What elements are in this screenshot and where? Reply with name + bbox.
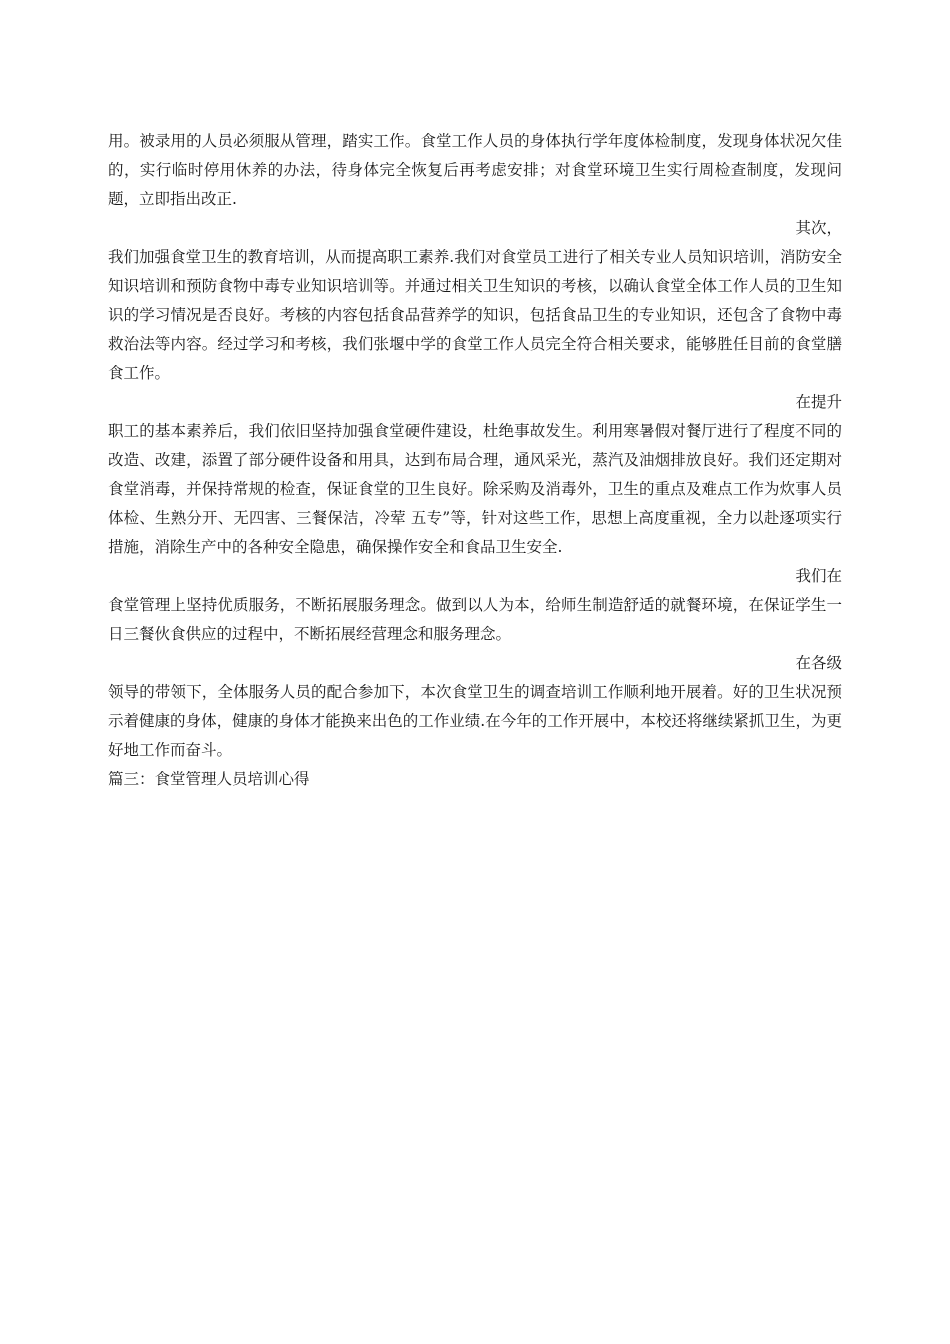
paragraph-lead-we-in: 我们在 — [795, 567, 842, 585]
paragraph-lead-after-improving: 在提升 — [795, 393, 842, 411]
paragraph-training: 我们加强食堂卫生的教育培训，从而提高职工素养.我们对食堂员工进行了相关专业人员知识培训，消防安全知识培训和预防食物中毒专业知识培训等。并通过相关卫生知识的考核，以确认食堂全体工作人员的卫生知识的学习情况是否良好。考核的内容包括食品营养学的知识，包括食品卫生的专业知识，还包含了食物中毒救治法等内容。经过学习和考核，我们张堰中学的食堂工作人员完全符合相关要求，能够胜任目前的食堂膳食工作。 — [108, 248, 842, 382]
paragraph-lead-secondly: 其次， — [795, 219, 842, 237]
section-heading-part-three: 篇三：食堂管理人员培训心得 — [108, 770, 310, 788]
paragraph-leadership: 领导的带领下，全体服务人员的配合参加下，本次食堂卫生的调查培训工作顺利地开展着。好的卫生状况预示着健康的身体，健康的身体才能换来出色的工作业绩.在今年的工作开展中，本校还将继续紧抓卫生，为更好地工作而奋斗。 — [108, 683, 842, 759]
paragraph-hardware: 职工的基本素养后，我们依旧坚持加强食堂硬件建设，杜绝事故发生。利用寒暑假对餐厅进行了程度不同的改造、改建，添置了部分硬件设备和用具，达到布局合理，通风采光，蒸汽及油烟排放良好。我们还定期对食堂消毒，并保持常规的检查，保证食堂的卫生良好。除采购及消毒外，卫生的重点及难点工作为炊事人员体检、生熟分开、无四害、三餐保洁，冷荤 五专”等，针对这些工作，思想上高度重视，全力以赴逐项实行措施，消除生产中的各种安全隐患，确保操作安全和食品卫生安全. — [108, 422, 842, 556]
paragraph-service: 食堂管理上坚持优质服务，不断拓展服务理念。做到以人为本，给师生制造舒适的就餐环境，在保证学生一日三餐伙食供应的过程中，不断拓展经营理念和服务理念。 — [108, 596, 842, 643]
document-body — [108, 127, 842, 794]
paragraph-hiring-health: 用。被录用的人员必须服从管理，踏实工作。食堂工作人员的身体执行学年度体检制度，发现身体状况欠佳的，实行临时停用休养的办法，待身体完全恢复后再考虑安排；对食堂环境卫生实行周检查制度，发现问题，立即指出改正. — [108, 132, 842, 208]
paragraph-lead-at-all-levels: 在各级 — [795, 654, 842, 672]
